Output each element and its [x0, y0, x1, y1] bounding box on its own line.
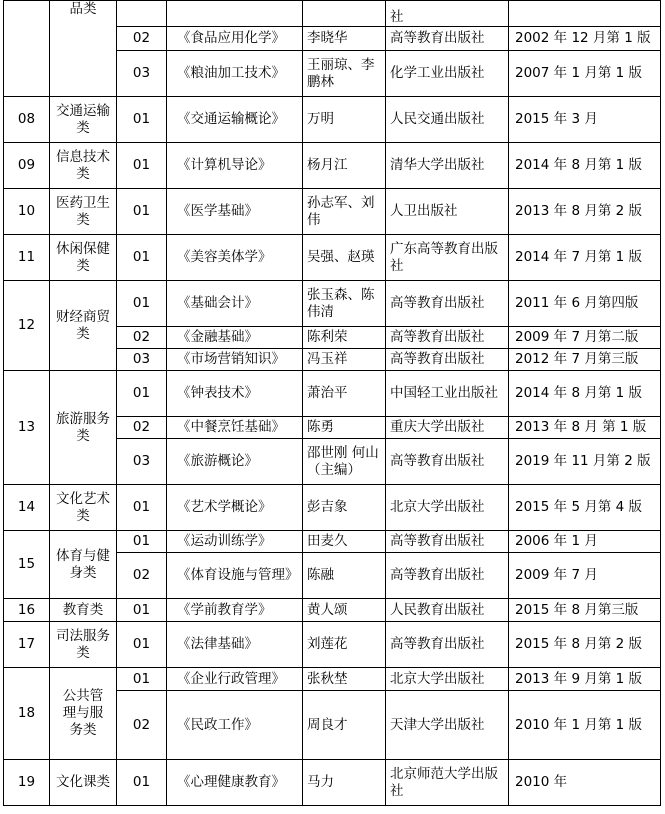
author: 吴强、赵瑛 — [303, 235, 386, 281]
table-row — [4, 760, 661, 806]
book-title: 《企业行政管理》 — [167, 668, 303, 691]
category-code: 17 — [4, 622, 50, 668]
edition: 2019 年 11 月第 2 版 — [509, 439, 661, 485]
category-name: 医药卫生类 — [50, 189, 117, 235]
author: 杨月江 — [303, 143, 386, 189]
table-row — [4, 235, 661, 281]
book-title: 《医学基础》 — [167, 189, 303, 235]
book-title: 《钟表技术》 — [167, 371, 303, 417]
category-name: 体育与健身类 — [50, 531, 117, 599]
publisher: 人卫出版社 — [386, 189, 509, 235]
table-row — [4, 281, 661, 327]
edition: 2010 年 — [509, 760, 661, 806]
edition: 2013 年 8 月 第 1 版 — [509, 417, 661, 439]
book-title: 《心理健康教育》 — [167, 760, 303, 806]
book-title: 《旅游概论》 — [167, 439, 303, 485]
book-title: 《食品应用化学》 — [167, 27, 303, 51]
publisher: 中国轻工业出版社 — [386, 371, 509, 417]
book-title: 《金融基础》 — [167, 327, 303, 349]
edition: 2013 年 8 月第 2 版 — [509, 189, 661, 235]
sub-code: 02 — [117, 691, 167, 760]
edition: 2013 年 9 月第 1 版 — [509, 668, 661, 691]
category-name: 教育类 — [50, 599, 117, 622]
author: 马力 — [303, 760, 386, 806]
author: 田麦久 — [303, 531, 386, 553]
sub-code: 03 — [117, 51, 167, 97]
sub-code: 01 — [117, 371, 167, 417]
table-row — [4, 143, 661, 189]
book-title: 《学前教育学》 — [167, 599, 303, 622]
book-title: 《中餐烹饪基础》 — [167, 417, 303, 439]
sub-code: 01 — [117, 531, 167, 553]
edition: 2009 年 7 月第二版 — [509, 327, 661, 349]
category-code: 16 — [4, 599, 50, 622]
publisher: 高等教育出版社 — [386, 27, 509, 51]
category-name: 文化课类 — [50, 760, 117, 806]
textbook-table — [3, 0, 661, 806]
author: 刘莲花 — [303, 622, 386, 668]
author — [303, 1, 386, 27]
table-row — [4, 599, 661, 622]
author: 冯玉祥 — [303, 349, 386, 371]
sub-code: 01 — [117, 760, 167, 806]
book-title: 《基础会计》 — [167, 281, 303, 327]
author: 黄人颂 — [303, 599, 386, 622]
author: 彭吉象 — [303, 485, 386, 531]
edition: 2010 年 1 月第 1 版 — [509, 691, 661, 760]
edition: 2015 年 8 月第 2 版 — [509, 622, 661, 668]
publisher: 高等教育出版社 — [386, 281, 509, 327]
author: 万明 — [303, 97, 386, 143]
category-code — [4, 1, 50, 97]
author: 陈利荣 — [303, 327, 386, 349]
category-code: 19 — [4, 760, 50, 806]
category-code: 12 — [4, 281, 50, 371]
sub-code: 03 — [117, 439, 167, 485]
table-row — [4, 485, 661, 531]
category-name: 财经商贸类 — [50, 281, 117, 371]
publisher: 高等教育出版社 — [386, 531, 509, 553]
author: 陈融 — [303, 553, 386, 599]
author: 王丽琼、李鹏林 — [303, 51, 386, 97]
category-code: 09 — [4, 143, 50, 189]
author: 周良才 — [303, 691, 386, 760]
edition: 2014 年 8 月第 1 版 — [509, 143, 661, 189]
category-code: 08 — [4, 97, 50, 143]
publisher: 北京师范大学出版社 — [386, 760, 509, 806]
edition: 2002 年 12 月第 1 版 — [509, 27, 661, 51]
edition: 2011 年 6 月第四版 — [509, 281, 661, 327]
author: 萧治平 — [303, 371, 386, 417]
edition: 2006 年 1 月 — [509, 531, 661, 553]
publisher: 高等教育出版社 — [386, 349, 509, 371]
category-name: 公共管理与服务类 — [50, 668, 117, 760]
edition: 2015 年 3 月 — [509, 97, 661, 143]
table-row — [4, 531, 661, 553]
table-row — [4, 189, 661, 235]
sub-code: 01 — [117, 599, 167, 622]
edition: 2009 年 7 月 — [509, 553, 661, 599]
table-row — [4, 622, 661, 668]
book-title: 《法律基础》 — [167, 622, 303, 668]
publisher: 北京大学出版社 — [386, 485, 509, 531]
category-code: 11 — [4, 235, 50, 281]
publisher: 化学工业出版社 — [386, 51, 509, 97]
sub-code: 01 — [117, 189, 167, 235]
sub-code: 02 — [117, 327, 167, 349]
publisher: 社 — [386, 1, 509, 27]
edition: 2012 年 7 月第三版 — [509, 349, 661, 371]
edition: 2014 年 7 月第 1 版 — [509, 235, 661, 281]
publisher: 高等教育出版社 — [386, 327, 509, 349]
category-name: 品类 — [50, 1, 117, 97]
sub-code: 02 — [117, 27, 167, 51]
book-title: 《粮油加工技术》 — [167, 51, 303, 97]
publisher: 广东高等教育出版社 — [386, 235, 509, 281]
publisher: 北京大学出版社 — [386, 668, 509, 691]
book-title: 《艺术学概论》 — [167, 485, 303, 531]
publisher: 高等教育出版社 — [386, 553, 509, 599]
author: 孙志军、刘伟 — [303, 189, 386, 235]
category-code: 14 — [4, 485, 50, 531]
category-name: 交通运输类 — [50, 97, 117, 143]
publisher: 高等教育出版社 — [386, 622, 509, 668]
book-title: 《美容美体学》 — [167, 235, 303, 281]
edition: 2015 年 5 月第 4 版 — [509, 485, 661, 531]
sub-code: 01 — [117, 281, 167, 327]
category-name: 文化艺术类 — [50, 485, 117, 531]
edition: 2007 年 1 月第 1 版 — [509, 51, 661, 97]
sub-code: 02 — [117, 553, 167, 599]
table-row — [4, 1, 661, 27]
edition — [509, 1, 661, 27]
table-row — [4, 668, 661, 691]
sub-code: 01 — [117, 97, 167, 143]
author: 张玉森、陈伟清 — [303, 281, 386, 327]
category-code: 15 — [4, 531, 50, 599]
sub-code — [117, 1, 167, 27]
category-name: 旅游服务类 — [50, 371, 117, 485]
publisher: 人民交通出版社 — [386, 97, 509, 143]
table-row — [4, 97, 661, 143]
book-title: 《计算机导论》 — [167, 143, 303, 189]
sub-code: 02 — [117, 417, 167, 439]
category-name: 休闲保健类 — [50, 235, 117, 281]
category-name: 司法服务类 — [50, 622, 117, 668]
book-title: 《市场营销知识》 — [167, 349, 303, 371]
publisher: 清华大学出版社 — [386, 143, 509, 189]
book-title — [167, 1, 303, 27]
edition: 2015 年 8 月第三版 — [509, 599, 661, 622]
book-title: 《民政工作》 — [167, 691, 303, 760]
edition: 2014 年 8 月第 1 版 — [509, 371, 661, 417]
sub-code: 01 — [117, 235, 167, 281]
publisher: 人民教育出版社 — [386, 599, 509, 622]
category-code: 18 — [4, 668, 50, 760]
book-title: 《体育设施与管理》 — [167, 553, 303, 599]
sub-code: 01 — [117, 485, 167, 531]
author: 陈勇 — [303, 417, 386, 439]
author: 邵世刚 何山（主编） — [303, 439, 386, 485]
author: 张秋埜 — [303, 668, 386, 691]
book-title: 《运动训练学》 — [167, 531, 303, 553]
publisher: 重庆大学出版社 — [386, 417, 509, 439]
book-title: 《交通运输概论》 — [167, 97, 303, 143]
sub-code: 01 — [117, 668, 167, 691]
sub-code: 03 — [117, 349, 167, 371]
sub-code: 01 — [117, 622, 167, 668]
publisher: 天津大学出版社 — [386, 691, 509, 760]
category-name: 信息技术类 — [50, 143, 117, 189]
sub-code: 01 — [117, 143, 167, 189]
category-code: 13 — [4, 371, 50, 485]
category-code: 10 — [4, 189, 50, 235]
author: 李晓华 — [303, 27, 386, 51]
table-row — [4, 371, 661, 417]
publisher: 高等教育出版社 — [386, 439, 509, 485]
